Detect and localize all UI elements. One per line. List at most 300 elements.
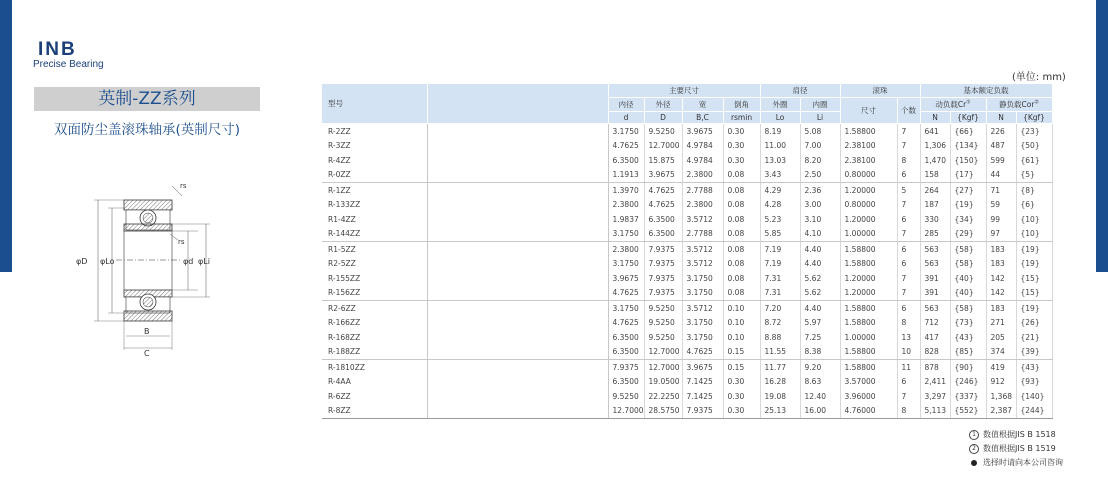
table-cell: 6 [897,257,920,272]
circled-two-icon: 2 [969,444,979,454]
table-cell: 0.30 [723,389,760,404]
table-cell: 3.9675 [682,124,723,139]
table-cell: {5} [1016,168,1052,183]
table-cell: 0.80000 [840,198,897,213]
footnote-3 [969,456,1063,470]
table-cell: 563 [920,242,950,257]
table-cell: 5.23 [760,212,800,227]
table-cell: 7.9375 [682,404,723,419]
header-blank [427,84,608,124]
table-body [322,124,1052,419]
header-outer: 外径 [644,98,682,112]
table-cell: {19} [1016,257,1052,272]
table-cell: 1,306 [920,139,950,154]
table-cell: 16.28 [760,375,800,390]
table-cell: 2.3800 [682,198,723,213]
table-cell: 0.08 [723,242,760,257]
table-cell: 8 [897,316,920,331]
table-cell: 2,411 [920,375,950,390]
table-cell: 374 [986,345,1016,360]
label-B: B [144,327,150,336]
table-row [322,139,1052,154]
cell-model: R-0ZZ [322,168,427,183]
cell-model: R-2ZZ [322,124,427,139]
table-cell: {73} [950,316,986,331]
table-cell: 7.19 [760,257,800,272]
table-cell: {43} [1016,360,1052,375]
blank-cell [427,301,608,316]
table-row [322,242,1052,257]
table-cell: 3.5712 [682,301,723,316]
table-cell: 417 [920,330,950,345]
table-cell: 1.58800 [840,242,897,257]
table-cell: 487 [986,139,1016,154]
table-cell: 59 [986,198,1016,213]
table-cell: 4.29 [760,183,800,198]
table-cell: 8.88 [760,330,800,345]
table-cell: {58} [950,257,986,272]
cell-model: R-3ZZ [322,139,427,154]
unit-label: (单位: mm) [1012,72,1066,83]
table-cell: 271 [986,316,1016,331]
table-cell: 563 [920,257,950,272]
table-cell: 4.9784 [682,153,723,168]
footnote-3-text: 选择时请向本公司咨询 [983,458,1063,467]
table-cell: 912 [986,375,1016,390]
label-C: C [144,349,150,358]
table-cell: {246} [950,375,986,390]
blank-cell [427,257,608,272]
footnote-2-text: 数值根据JIS B 1519 [983,444,1056,453]
table-cell: 0.30 [723,404,760,419]
table-row [322,212,1052,227]
table-cell: {244} [1016,404,1052,419]
table-cell: 5.08 [800,124,840,139]
table-cell: 3.1750 [608,301,644,316]
table-cell: 1.3970 [608,183,644,198]
page-title: 英制-ZZ系列 [34,87,260,111]
table-cell: 2.7788 [682,183,723,198]
brand-tagline: Precise Bearing [33,59,104,70]
table-cell: 226 [986,124,1016,139]
header-width: 宽 [682,98,723,112]
table-cell: 7.9375 [644,257,682,272]
table-cell: {134} [950,139,986,154]
blank-cell [427,242,608,257]
table-cell: {26} [1016,316,1052,331]
table-cell: 9.5250 [644,124,682,139]
cell-model: R-168ZZ [322,330,427,345]
table-cell: 1.58800 [840,124,897,139]
header-outer-ring: 外圈 [760,98,800,112]
table-cell: {50} [1016,139,1052,154]
table-cell: 5.97 [800,316,840,331]
table-cell: 7 [897,198,920,213]
table-cell: 391 [920,286,950,301]
table-cell: {29} [950,227,986,242]
cell-model: R-4AA [322,375,427,390]
table-cell: 0.08 [723,198,760,213]
blank-cell [427,168,608,183]
table-cell: 5 [897,183,920,198]
header-D: D [644,112,682,124]
table-cell: 6.3500 [608,375,644,390]
table-cell: 285 [920,227,950,242]
table-cell: 4.7625 [608,286,644,301]
table-cell: 142 [986,286,1016,301]
table-cell: 9.5250 [608,389,644,404]
label-Li: φLi [198,257,210,266]
table-cell: 16.00 [800,404,840,419]
blank-cell [427,375,608,390]
table-cell: 3.1750 [608,124,644,139]
right-accent-bar [1096,0,1108,272]
circled-one-icon: 1 [969,430,979,440]
table-cell: 712 [920,316,950,331]
table-cell: 11.77 [760,360,800,375]
table-cell: 71 [986,183,1016,198]
table-row [322,360,1052,375]
cell-model: R1-5ZZ [322,242,427,257]
table-cell: 0.30 [723,124,760,139]
header-main-dims: 主要尺寸 [608,84,760,98]
table-cell: {337} [950,389,986,404]
table-cell: 0.10 [723,330,760,345]
table-cell: 2.38100 [840,153,897,168]
header-N2: N [986,112,1016,124]
cell-model: R-4ZZ [322,153,427,168]
table-cell: 1,470 [920,153,950,168]
cell-model: R-188ZZ [322,345,427,360]
table-cell: 12.7000 [608,404,644,419]
table-cell: 1.58800 [840,360,897,375]
table-cell: 0.08 [723,227,760,242]
brand-logo: INB [38,39,77,60]
header-model: 型号 [322,84,427,124]
blank-cell [427,360,608,375]
table-cell: 1.58800 [840,345,897,360]
table-row [322,227,1052,242]
header-kgf2: {Kgf} [1016,112,1052,124]
blank-cell [427,183,608,198]
table-cell: 10 [897,345,920,360]
table-cell: {23} [1016,124,1052,139]
table-cell: 13.03 [760,153,800,168]
table-cell: {19} [1016,301,1052,316]
table-cell: 7.1425 [682,375,723,390]
page-subtitle: 双面防尘盖滚珠轴承(英制尺寸) [53,122,241,138]
table-cell: {15} [1016,286,1052,301]
table-cell: 3.43 [760,168,800,183]
static-mark: ② [1034,99,1039,106]
table-cell: 6 [897,212,920,227]
table-cell: 3.5712 [682,242,723,257]
cell-model: R2-5ZZ [322,257,427,272]
table-cell: 3.57000 [840,375,897,390]
dynamic-mark: ① [966,99,971,106]
table-cell: 5.62 [800,271,840,286]
table-cell: 4.9784 [682,139,723,154]
table-cell: 4.7625 [608,316,644,331]
table-row [322,198,1052,213]
table-cell: 1.58800 [840,316,897,331]
table-cell: 391 [920,271,950,286]
table-cell: 4.40 [800,301,840,316]
table-cell: 4.10 [800,227,840,242]
table-cell: 1.20000 [840,286,897,301]
blank-cell [427,212,608,227]
cell-model: R-156ZZ [322,286,427,301]
cell-model: R2-6ZZ [322,301,427,316]
blank-cell [427,198,608,213]
table-cell: 2.3800 [608,242,644,257]
blank-cell [427,227,608,242]
table-cell: 0.30 [723,153,760,168]
blank-cell [427,316,608,331]
table-cell: 9.20 [800,360,840,375]
table-cell: 7.00 [800,139,840,154]
table-row [322,257,1052,272]
table-row [322,286,1052,301]
header-balls: 滚珠 [840,84,920,98]
table-cell: 4.76000 [840,404,897,419]
table-cell: 641 [920,124,950,139]
table-cell: 6 [897,301,920,316]
table-cell: 7.31 [760,286,800,301]
table-cell: 4.7625 [682,345,723,360]
table-cell: 7 [897,286,920,301]
cell-model: R-1810ZZ [322,360,427,375]
cell-model: R-144ZZ [322,227,427,242]
table-cell: 1.00000 [840,330,897,345]
blank-cell [427,404,608,419]
table-cell: 7.9375 [608,360,644,375]
table-cell: 7 [897,271,920,286]
table-cell: 1,368 [986,389,1016,404]
table-cell: {34} [950,212,986,227]
table-cell: 3.96000 [840,389,897,404]
table-cell: 563 [920,301,950,316]
label-rs-top: rs [180,182,187,190]
table-cell: 4.40 [800,257,840,272]
table-cell: 8.38 [800,345,840,360]
table-cell: 2.3800 [682,168,723,183]
table-row [322,301,1052,316]
footnote-1-text: 数值根据JIS B 1518 [983,430,1056,439]
table-cell: 11 [897,360,920,375]
table-cell: 19.0500 [644,375,682,390]
table-cell: 3.1750 [682,271,723,286]
header-BC: B,C [682,112,723,124]
table-cell: 0.15 [723,360,760,375]
table-row [322,389,1052,404]
table-cell: 142 [986,271,1016,286]
table-cell: 7.9375 [644,271,682,286]
table-cell: 13 [897,330,920,345]
table-cell: 0.30 [723,375,760,390]
blank-cell [427,286,608,301]
table-cell: 8.63 [800,375,840,390]
table-row [322,316,1052,331]
table-cell: 11.00 [760,139,800,154]
table-cell: {140} [1016,389,1052,404]
blank-cell [427,330,608,345]
table-cell: 1.1913 [608,168,644,183]
table-cell: 1.00000 [840,227,897,242]
table-cell: 44 [986,168,1016,183]
table-row [322,345,1052,360]
table-cell: 1.20000 [840,212,897,227]
table-row [322,404,1052,419]
header-d: d [608,112,644,124]
table-cell: 264 [920,183,950,198]
table-cell: 599 [986,153,1016,168]
header-Lo: Lo [760,112,800,124]
table-cell: 6.3500 [644,212,682,227]
table-cell: 3.1750 [682,330,723,345]
cell-model: R-155ZZ [322,271,427,286]
table-cell: 1.58800 [840,301,897,316]
table-cell: 183 [986,257,1016,272]
table-cell: 9.5250 [644,316,682,331]
left-accent-bar [0,0,12,272]
table-cell: 6.3500 [608,153,644,168]
table-cell: 25.13 [760,404,800,419]
table-cell: 12.40 [800,389,840,404]
cell-model: R-166ZZ [322,316,427,331]
table-cell: 2.7788 [682,227,723,242]
bullet-icon [971,460,977,466]
table-cell: 4.7625 [644,183,682,198]
table-cell: 9.5250 [644,301,682,316]
table-cell: 7.25 [800,330,840,345]
table-row [322,375,1052,390]
table-cell: 0.08 [723,212,760,227]
table-cell: 419 [986,360,1016,375]
header-Li: Li [800,112,840,124]
table-cell: 5,113 [920,404,950,419]
footnotes [969,428,1063,470]
table-cell: {58} [950,301,986,316]
label-d: φd [183,257,194,266]
table-cell: 8.19 [760,124,800,139]
table-cell: 183 [986,301,1016,316]
table-cell: 7 [897,139,920,154]
table-cell: 7 [897,124,920,139]
header-static [986,98,1052,112]
table-cell: {58} [950,242,986,257]
dynamic-text: 动负载Cr [935,100,967,109]
table-cell: 7.19 [760,242,800,257]
header-kgf1: {Kgf} [950,112,986,124]
table-cell: 2.38100 [840,139,897,154]
table-cell: 330 [920,212,950,227]
table-cell: 22.2250 [644,389,682,404]
blank-cell [427,124,608,139]
static-text: 静负载Cor [999,100,1035,109]
table-cell: 0.08 [723,257,760,272]
table-cell: 0.10 [723,316,760,331]
table-cell: 4.7625 [644,198,682,213]
header-count: 个数 [897,98,920,124]
table-cell: 0.80000 [840,168,897,183]
table-cell: 8.72 [760,316,800,331]
table-cell: 828 [920,345,950,360]
table-cell: 3.00 [800,198,840,213]
table-cell: {19} [950,198,986,213]
table-cell: 12.7000 [644,345,682,360]
table-cell: 4.7625 [608,139,644,154]
table-cell: 9.5250 [644,330,682,345]
table-cell: 183 [986,242,1016,257]
table-cell: {40} [950,286,986,301]
table-cell: 3.5712 [682,212,723,227]
table-cell: 7.31 [760,271,800,286]
table-cell: 0.08 [723,183,760,198]
table-cell: {19} [1016,242,1052,257]
table-cell: 1.9837 [608,212,644,227]
table-cell: 0.08 [723,286,760,301]
cell-model: R-133ZZ [322,198,427,213]
table-cell: 7.1425 [682,389,723,404]
table-cell: 8.20 [800,153,840,168]
table-cell: 5.85 [760,227,800,242]
table-cell: {39} [1016,345,1052,360]
table-cell: {43} [950,330,986,345]
table-cell: 3.10 [800,212,840,227]
table-cell: 97 [986,227,1016,242]
header-dynamic [920,98,986,112]
header-chamfer: 倒角 [723,98,760,112]
table-cell: 3.9675 [608,271,644,286]
table-cell: 7 [897,389,920,404]
blank-cell [427,271,608,286]
table-cell: 3.9675 [644,168,682,183]
table-cell: {150} [950,153,986,168]
table-cell: 158 [920,168,950,183]
table-cell: 2.3800 [608,198,644,213]
table-cell: {6} [1016,198,1052,213]
cell-model: R-8ZZ [322,404,427,419]
header-load: 基本额定负载 [920,84,1052,98]
footnote-1 [969,428,1063,442]
cell-model: R1-4ZZ [322,212,427,227]
table-cell: 878 [920,360,950,375]
table-cell: 7.9375 [644,242,682,257]
table-cell: 12.7000 [644,139,682,154]
table-cell: 6.3500 [608,330,644,345]
table-cell: 0.10 [723,301,760,316]
table-cell: 3.5712 [682,257,723,272]
table-cell: 1.58800 [840,257,897,272]
bearing-cross-section-diagram [74,178,244,358]
table-cell: 2.50 [800,168,840,183]
table-row [322,183,1052,198]
blank-cell [427,139,608,154]
table-cell: 3.1750 [682,316,723,331]
table-cell: 3.1750 [682,286,723,301]
table-cell: 7.20 [760,301,800,316]
table-cell: {552} [950,404,986,419]
table-cell: 11.55 [760,345,800,360]
header-inner: 内径 [608,98,644,112]
table-cell: 4.28 [760,198,800,213]
table-cell: {40} [950,271,986,286]
table-cell: 0.30 [723,139,760,154]
table-cell: 3.1750 [608,257,644,272]
label-rs-inner: rs [178,238,185,246]
table-row [322,330,1052,345]
